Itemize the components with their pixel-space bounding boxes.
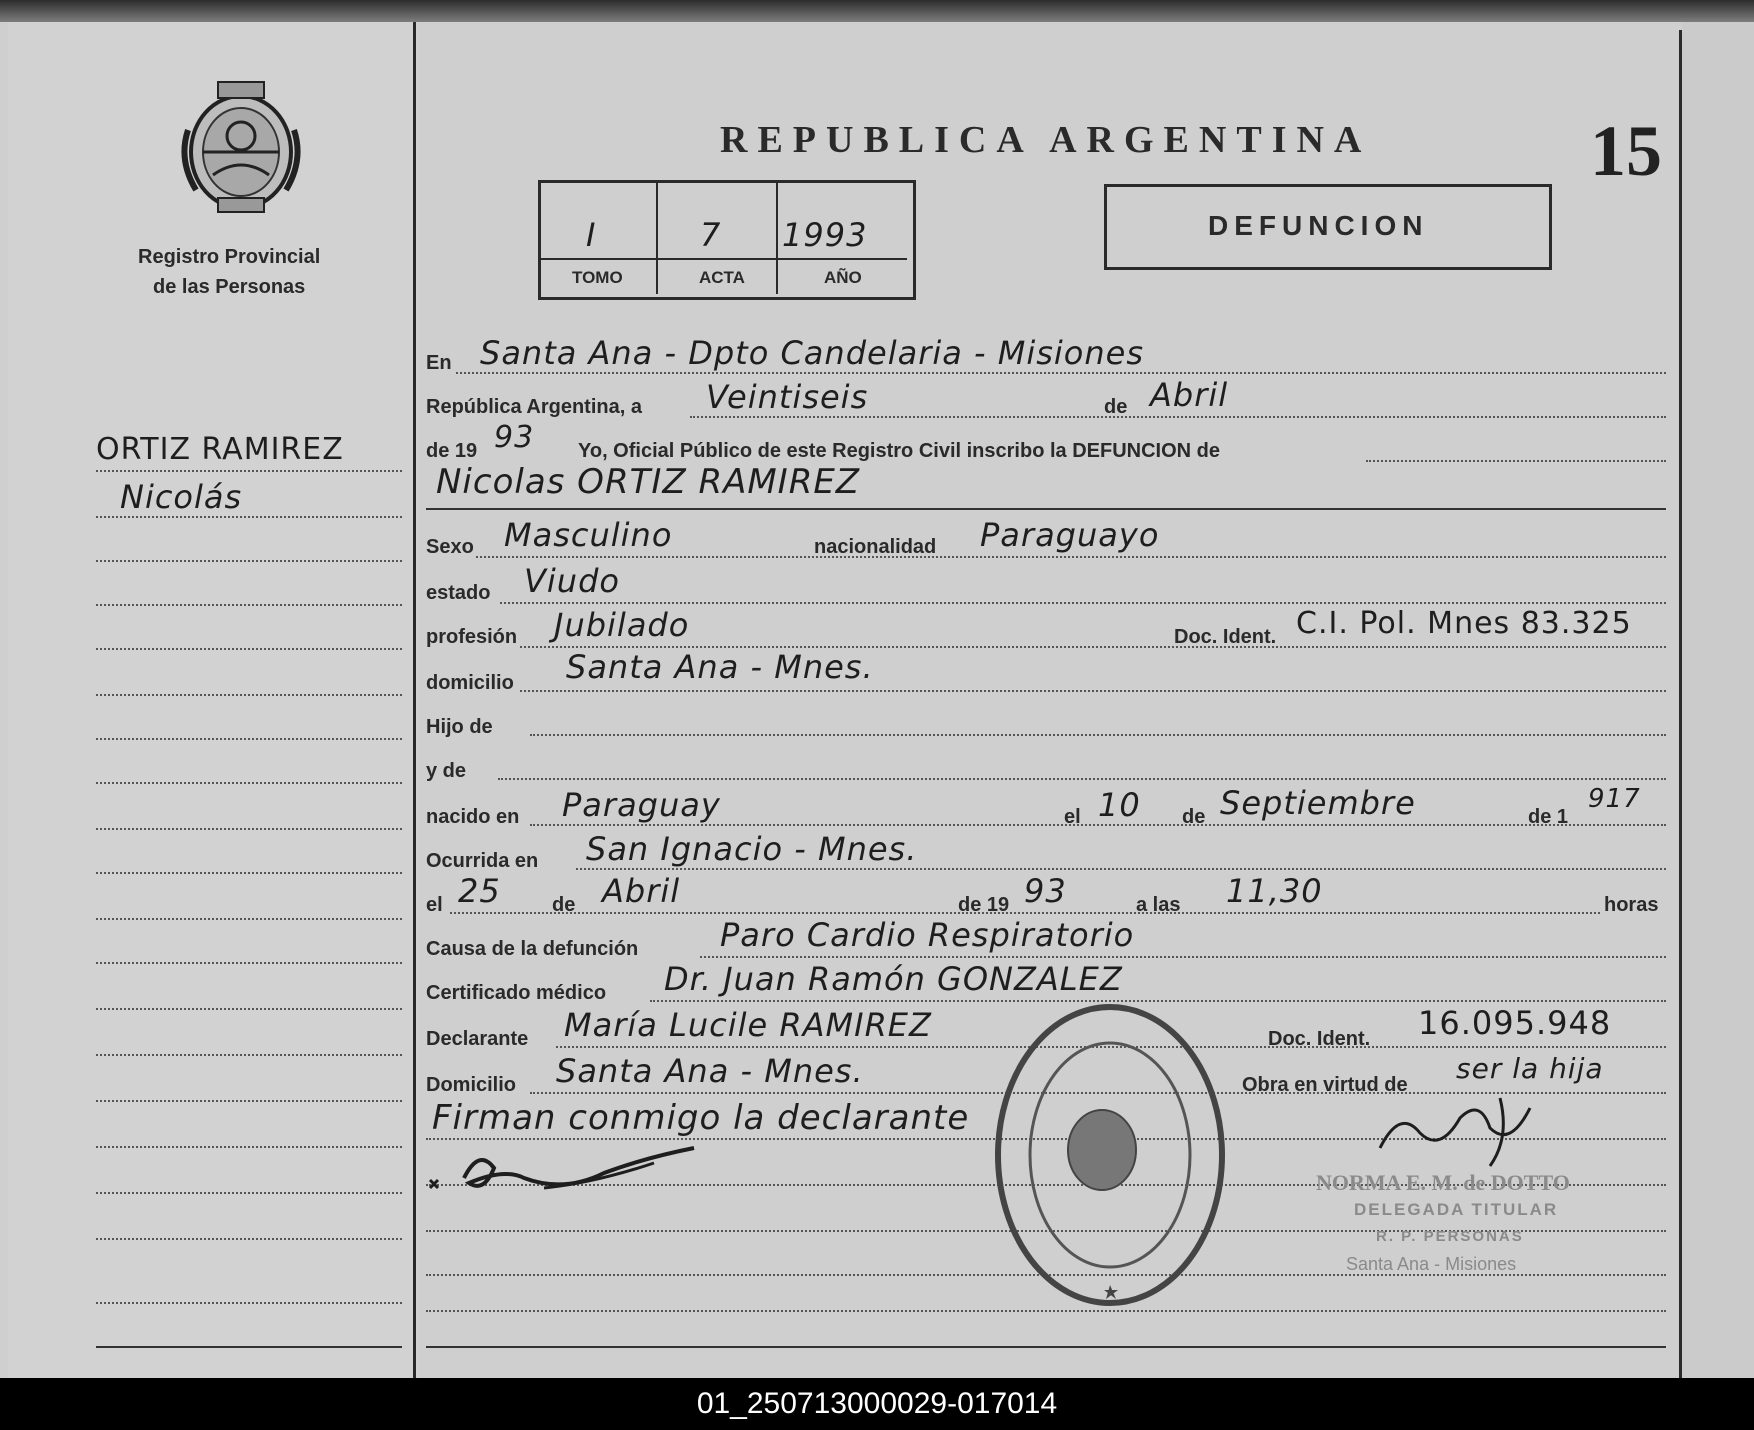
registry-name-line2: de las Personas [153, 276, 306, 298]
death-place-value: San Ignacio - Mnes. [586, 830, 918, 868]
form-line [456, 372, 1666, 374]
margin-line [96, 1100, 402, 1102]
registration-month: Abril [1150, 376, 1229, 414]
tomo-label: TOMO [572, 268, 623, 287]
profession-value: Jubilado [554, 606, 690, 644]
closing-statement: Firman conmigo la declarante [432, 1098, 970, 1138]
page-number: 15 [1590, 111, 1662, 191]
margin-line [96, 1238, 402, 1240]
declarante-label: Declarante [426, 1028, 529, 1050]
a-las-label: a las [1136, 894, 1181, 916]
form-line [700, 956, 1666, 958]
nacido-label: nacido en [426, 806, 520, 828]
margin-line [96, 470, 402, 472]
right-border [1679, 30, 1682, 1378]
y-de-label: y de [426, 760, 467, 782]
en-label: En [426, 352, 452, 374]
declarant-doc-label: Doc. Ident. [1268, 1028, 1371, 1050]
death-year-prefix: de 19 [958, 894, 1010, 916]
form-line [576, 868, 1666, 870]
margin-line [96, 648, 402, 650]
obra-label: Obra en virtud de [1242, 1074, 1408, 1096]
sex-value: Masculino [504, 516, 673, 554]
form-line [426, 508, 1666, 510]
acta-label: ACTA [699, 268, 745, 287]
nacionalidad-label: nacionalidad [814, 536, 937, 558]
form-line [690, 416, 1666, 418]
form-line [450, 912, 1600, 914]
domicilio-label: domicilio [426, 672, 514, 694]
death-year-value: 93 [1024, 872, 1067, 910]
ocurrida-label: Ocurrida en [426, 850, 539, 872]
margin-given-name: Nicolás [120, 478, 243, 516]
place-of-registration: Santa Ana - Dpto Candelaria - Misiones [480, 334, 1145, 372]
margin-line [96, 962, 402, 964]
margin-line-final [96, 1346, 402, 1348]
horas-label: horas [1604, 894, 1659, 916]
margin-line [96, 828, 402, 830]
domicile-value: Santa Ana - Mnes. [566, 648, 874, 686]
registry-name-line1: Registro Provincial [138, 246, 321, 268]
margin-line [96, 516, 402, 518]
sexo-label: Sexo [426, 536, 474, 558]
record-box-rule [541, 258, 907, 260]
official-place-stamp: Santa Ana - Misiones [1346, 1254, 1517, 1274]
margin-line [96, 1008, 402, 1010]
declarant-signature [424, 1138, 724, 1208]
causa-label: Causa de la defunción [426, 938, 639, 960]
declarant-value: María Lucile RAMIREZ [564, 1006, 932, 1044]
margin-line [96, 738, 402, 740]
profesion-label: profesión [426, 626, 518, 648]
republica-label: República Argentina, a [426, 396, 642, 418]
margin-line [96, 1192, 402, 1194]
coat-of-arms-emblem [178, 80, 304, 216]
form-line [476, 556, 1666, 558]
hijo-label: Hijo de [426, 716, 493, 738]
margin-line [96, 872, 402, 874]
margin-column [8, 22, 418, 1378]
official-name-stamp: NORMA E. M. de DOTTO [1316, 1170, 1570, 1195]
margin-line [96, 1302, 402, 1304]
margin-surname: ORTIZ RAMIREZ [96, 432, 344, 467]
anio-label: AÑO [824, 268, 862, 287]
margin-line [96, 1054, 402, 1056]
margin-line [96, 560, 402, 562]
birth-year-prefix: de 1 [1528, 806, 1569, 828]
official-seal-stamp [990, 1000, 1230, 1310]
death-month-value: Abril [602, 872, 681, 910]
birth-day-value: 10 [1098, 786, 1141, 824]
form-line [530, 734, 1666, 736]
record-box-divider [776, 183, 778, 294]
estado-label: estado [426, 582, 491, 604]
official-role-stamp: DELEGADA TITULAR [1354, 1200, 1559, 1219]
death-time-value: 11,30 [1226, 872, 1323, 910]
form-line-final [426, 1346, 1666, 1348]
margin-line [96, 918, 402, 920]
form-line [1366, 460, 1666, 462]
certificado-label: Certificado médico [426, 982, 607, 1004]
page-right-edge [1682, 22, 1754, 1378]
birthplace-value: Paraguay [562, 786, 721, 824]
year-prefix-label: de 19 [426, 440, 478, 462]
cause-of-death-value: Paro Cardio Respiratorio [720, 916, 1135, 954]
death-de-label: de [552, 894, 576, 916]
acta-value: 7 [700, 216, 722, 254]
declarant-domicile-label: Domicilio [426, 1074, 517, 1096]
official-signature [1370, 1088, 1540, 1168]
form-line [498, 778, 1666, 780]
form-line [520, 690, 1666, 692]
country-title: REPUBLICA ARGENTINA [720, 119, 1372, 161]
record-type: DEFUNCION [1208, 210, 1429, 241]
column-divider [413, 22, 416, 1378]
birth-year-value: 917 [1588, 784, 1641, 814]
birth-month-value: Septiembre [1220, 784, 1416, 822]
declarant-doc-value: 16.095.948 [1418, 1004, 1612, 1042]
margin-line [96, 694, 402, 696]
form-line [426, 1310, 1666, 1312]
margin-line [96, 782, 402, 784]
tomo-value: I [586, 216, 597, 254]
death-day-value: 25 [458, 872, 501, 910]
registration-year: 93 [494, 420, 535, 455]
anio-value: 1993 [782, 216, 868, 254]
declaration-text: Yo, Oficial Público de este Registro Civil inscribo la DEFUNCION de [578, 440, 1220, 462]
birth-el-label: el [1064, 806, 1081, 828]
form-line [530, 824, 1666, 826]
registration-day: Veintiseis [706, 378, 869, 416]
death-el-label: el [426, 894, 443, 916]
obra-value: ser la hija [1456, 1052, 1604, 1085]
record-box-divider [656, 183, 658, 294]
margin-line [96, 604, 402, 606]
official-office-stamp: R. P. PERSONAS [1376, 1228, 1524, 1245]
medical-certificate-value: Dr. Juan Ramón GONZALEZ [664, 960, 1123, 998]
marital-status-value: Viudo [524, 562, 620, 600]
nationality-value: Paraguayo [980, 516, 1160, 554]
margin-line [96, 1146, 402, 1148]
birth-de-label: de [1182, 806, 1206, 828]
form-line [500, 602, 1666, 604]
doc-ident-value: C.I. Pol. Mnes 83.325 [1296, 606, 1632, 641]
deceased-name: Nicolas ORTIZ RAMIREZ [436, 462, 861, 502]
declarant-domicile-value: Santa Ana - Mnes. [556, 1052, 864, 1090]
doc-ident-label: Doc. Ident. [1174, 626, 1277, 648]
de-label: de [1104, 396, 1128, 418]
scan-identifier: 01_250713000029-017014 [0, 1378, 1754, 1430]
